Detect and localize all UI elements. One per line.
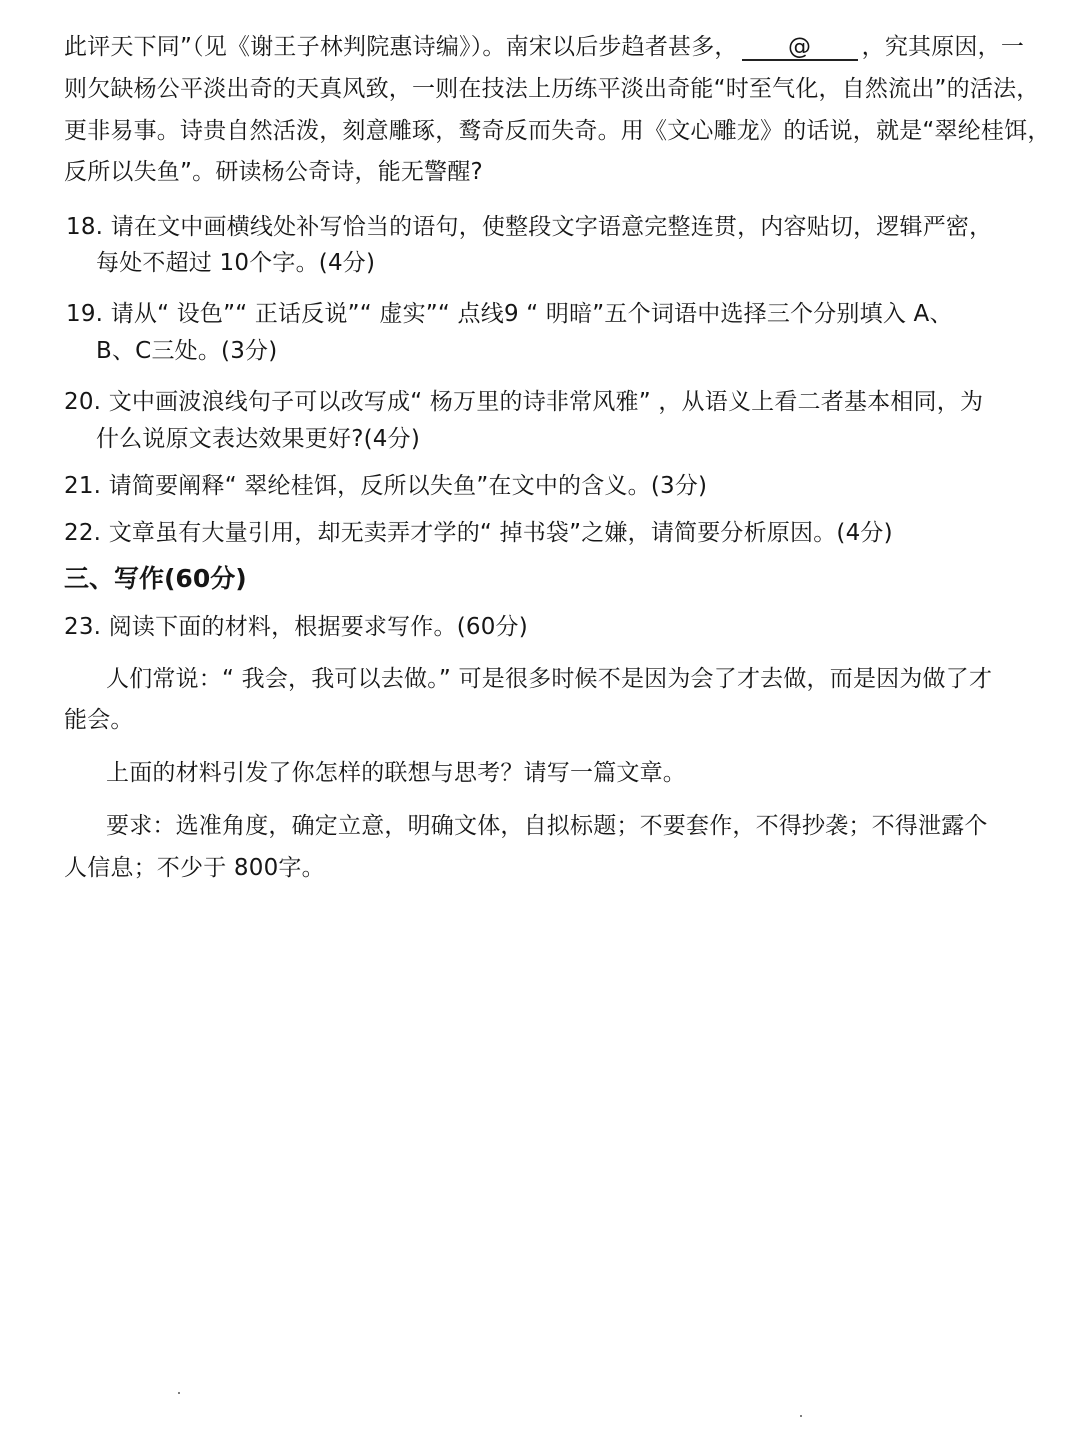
passage-line-2: 则欠缺杨公平淡出奇的天真风致，一则在技法上历练平淡出奇能“时至气化，自然流出”的活法， (64, 76, 1040, 102)
material-line-2: 能会。 (64, 707, 134, 733)
scan-speck (800, 1415, 802, 1417)
question-19-line-1: 19. 请从“ 设色”“ 正话反说”“ 虚实”“ 点线9 “ 明暗”五个词语中选择三个分别填入 A、 (66, 301, 953, 327)
material-line-1: 人们常说：“ 我会，我可以去做。” 可是很多时候不是因为会了才去做，而是因为做了才 (106, 666, 993, 692)
passage-line-1 (64, 32, 1024, 62)
question-20-line-1: 20. 文中画波浪线句子可以改写成“ 杨万里的诗非常风雅” ，从语义上看二者基本相同，为 (64, 389, 984, 415)
question-19-line-2: B、C三处。(3分) (96, 338, 278, 364)
requirements-line-1: 要求：选准角度，确定立意，明确文体，自拟标题；不要套作，不得抄袭；不得泄露个 (106, 813, 988, 839)
fill-in-blank: @ (742, 35, 858, 61)
scan-speck (178, 1392, 180, 1394)
question-18-line-2: 每处不超过 10个字。(4分) (96, 250, 376, 276)
question-23: 23. 阅读下面的材料，根据要求写作。(60分) (64, 614, 528, 640)
question-20-line-2: 什么说原文表达效果更好?(4分) (96, 426, 420, 452)
section-title-writing: 三、写作(60分) (64, 564, 247, 593)
writing-prompt: 上面的材料引发了你怎样的联想与思考？请写一篇文章。 (106, 760, 686, 786)
passage-line-1-text-a: 此评天下同”（见《谢王子林判院惠诗编》）。南宋以后步趋者甚多， (64, 34, 738, 60)
question-22: 22. 文章虽有大量引用，却无卖弄才学的“ 掉书袋”之嫌，请简要分析原因。(4分) (64, 520, 893, 546)
passage-line-1-text-b: ，究其原因，一 (861, 34, 1025, 60)
question-18-line-1: 18. 请在文中画横线处补写恰当的语句，使整段文字语意完整连贯，内容贴切，逻辑严密， (66, 214, 993, 240)
requirements-line-2: 人信息；不少于 800字。 (64, 855, 325, 881)
question-21: 21. 请简要阐释“ 翠纶桂饵，反所以失鱼”在文中的含义。(3分) (64, 473, 708, 499)
passage-line-3: 更非易事。诗贵自然活泼，刻意雕琢，鹜奇反而失奇。用《文心雕龙》的话说，就是“翠纶桂饵， (64, 118, 1051, 144)
passage-line-4: 反所以失鱼”。研读杨公奇诗，能无警醒? (64, 159, 483, 185)
